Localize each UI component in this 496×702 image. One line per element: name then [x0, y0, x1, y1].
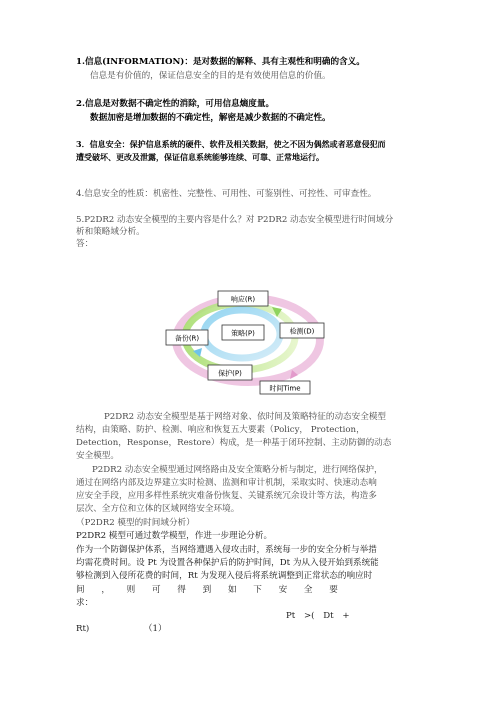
- definition-information: 1.信息(INFORMATION)：是对数据的解释、具有主观性和明确的含义。: [76, 57, 365, 67]
- answer-label: 答：: [76, 239, 94, 249]
- node-backup: [166, 330, 208, 345]
- uncertainty-heading: 2.信息是对数据不确定性的消除，可用信息熵度量。: [76, 99, 275, 109]
- para5-line1: 作为一个防御保护体系，当网络遭遇入侵攻击时，系统每一步的安全分析与举措: [76, 545, 377, 555]
- security-definition-2: 遭受破坏、更改及泄露，保证信息系统能够连续、可靠、正常地运行。: [76, 152, 324, 162]
- node-policy: [222, 325, 264, 340]
- time-domain-heading: （P2DR2 模型的时间域分析）: [76, 518, 195, 528]
- para5-line4: 间 ， 则 可 得 到 如 下 安 全 要: [76, 585, 338, 595]
- para5-line2: 均需花费时间。设 Pt 为设置各种保护后的防护时间，Dt 为从入侵开始到系统能: [76, 558, 379, 568]
- node-detection: [280, 323, 324, 338]
- math-model-text: P2DR2 模型可通过数学模型，作进一步理论分析。: [76, 531, 273, 541]
- node-policy-label: 策略(P): [231, 329, 255, 338]
- formula-1-line1: Pt >( Dt +: [286, 611, 350, 621]
- para5-line5: 求：: [76, 598, 94, 608]
- formula-1-line2: Rt) （1）: [76, 624, 167, 634]
- para2-line2: 通过在网络内部及边界建立实时检测、监测和审计机制，采取实时、快速动态响: [76, 478, 377, 488]
- question-5-line-2: 析和策略域分析。: [76, 227, 145, 237]
- node-backup-label: 备份(R): [174, 334, 200, 343]
- para1-line3: Detection，Response，Restore）构成，是一种基于闭环控制、主动防御的动态: [76, 438, 392, 448]
- node-detection-label: 检测(D): [289, 327, 315, 336]
- para1-line1: P2DR2 动态安全模型是基于网络对象、依时间及策略特征的动态安全模型: [104, 412, 387, 422]
- security-properties: 4.信息安全的性质：机密性、完整性、可用性、可鉴别性、可控性、可审查性。: [76, 189, 377, 199]
- security-definition-1: 3．信息安全：保护信息系统的硬件、软件及相关数据，使之不因为偶然或者恶意侵犯而: [76, 139, 386, 149]
- node-time-label: 时间Time: [269, 384, 301, 393]
- para2-line4: 层次、全方位和立体的区域网络安全环境。: [76, 504, 240, 514]
- node-response-label: 响应(R): [230, 295, 256, 304]
- para1-line4: 安全模型。: [76, 451, 119, 461]
- para5-line3: 够检测到入侵所花费的时间，Rt 为发现入侵后将系统调整到正常状态的响应时: [76, 571, 373, 581]
- para2-line1: P2DR2 动态安全模型通过网络路由及安全策略分析与制定，进行网络保护，: [92, 465, 383, 475]
- p2dr2-diagram: [160, 285, 330, 395]
- information-value-text: 信息是有价值的，保证信息安全的目的是有效使用信息的价值。: [90, 71, 331, 81]
- encryption-text: 数据加密是增加数据的不确定性，解密是减少数据的不确定性。: [90, 113, 331, 123]
- node-time: [260, 381, 310, 394]
- node-response: [218, 291, 268, 306]
- para1-line2: 结构，由策略、防护、检测、响应和恢复五大要素（Policy， Protection，: [76, 425, 365, 435]
- node-protection: [208, 365, 252, 380]
- question-5-line-1: 5.P2DR2 动态安全模型的主要内容是什么？对 P2DR2 动态安全模型进行时间域分: [76, 215, 394, 225]
- node-protection-label: 保护(P): [218, 369, 242, 378]
- para2-line3: 应安全手段，应用多样性系统灾难备份恢复、关键系统冗余设计等方法，构造多: [76, 491, 377, 501]
